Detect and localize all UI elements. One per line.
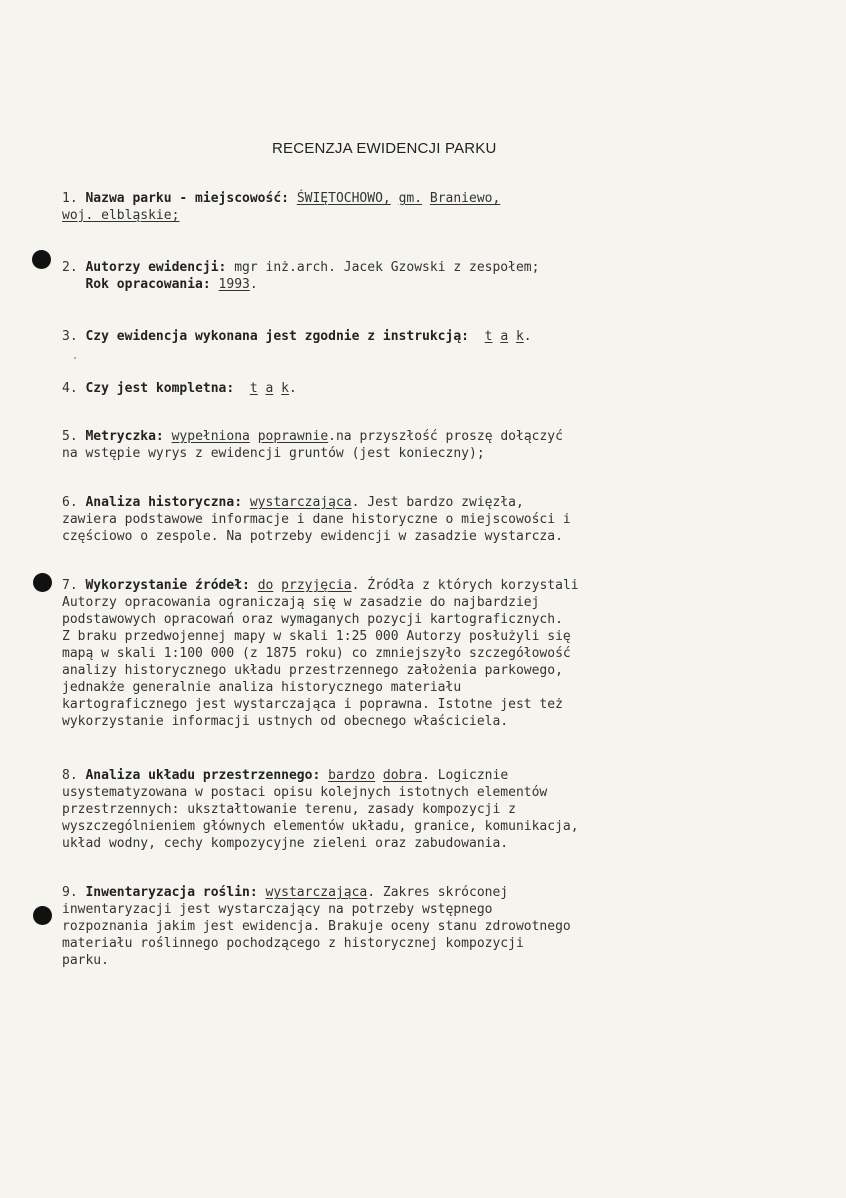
text-line [62,696,579,713]
body-text [508,329,516,344]
text-line [62,628,579,645]
body-text: mgr inż.arch. Jacek Gzowski z zespołem; [226,260,540,275]
text-line [62,428,563,445]
underlined-text: a [265,381,274,396]
body-text: Z braku przedwojennej mapy w skali 1:25 000 Autorzy posłużyli się [62,629,571,644]
body-text: przestrzennych: ukształtowanie terenu, zasady kompozycji z [62,802,516,817]
body-text: 9. [62,885,86,900]
underlined-text: wystarczająca [265,885,368,900]
underlined-text: 1993 [218,277,250,292]
underlined-text: poprawnie [257,429,329,444]
body-text [273,578,281,593]
body-text: podstawowych opracowań oraz wymaganych pozycji kartograficznych. [62,612,563,627]
page-title: RECENZJA EWIDENCJI PARKU [272,140,497,157]
body-text: kartograficznego jest wystarczająca i poprawna. Istotne jest też [62,697,563,712]
body-text: . Źródła z których korzystali [351,578,579,593]
text-line [62,918,571,935]
text-line [62,835,579,852]
body-text [258,381,266,396]
body-text: 2. [62,260,86,275]
label-text: Wykorzystanie źródeł: [85,578,250,593]
text-line [62,276,539,293]
text-line [62,884,571,901]
underlined-text: a [500,329,509,344]
item-1 [62,190,500,224]
body-text: 3. [62,329,86,344]
label-text: Autorzy ewidencji: [85,260,227,275]
underlined-text: do [257,578,274,593]
text-line [62,380,297,397]
body-text: parku. [62,953,109,968]
text-line [62,445,563,462]
body-text [250,578,258,593]
text-line [62,901,571,918]
text-line [62,801,579,818]
text-line [62,679,579,696]
text-line [62,511,571,528]
underlined-text: t [484,329,493,344]
body-text [320,768,328,783]
body-text: analizy historycznego układu przestrzennego założenia parkowego, [62,663,563,678]
body-text: 7. [62,578,86,593]
text-line [62,328,532,345]
binder-hole-2 [33,573,52,592]
body-text: mapą w skali 1:100 000 (z 1875 roku) co zmniejszyło szczegółowość [62,646,571,661]
body-text [250,429,258,444]
underlined-text: k [281,381,289,396]
body-text: . Zakres skróconej [367,885,509,900]
body-text [273,381,281,396]
label-text: Rok opracowania: [85,277,211,292]
label-text: Nazwa parku - miejscowość: [85,191,289,206]
item-2 [62,259,539,293]
text-line [62,494,571,511]
body-text: .na przyszłość proszę dołączyć [328,429,563,444]
item-5 [62,428,563,462]
body-text: częściowo o zespole. Na potrzeby ewidencji w zasadzie wystarcza. [62,529,563,544]
label-text: Analiza historyczna: [85,495,243,510]
underlined-text: przyjęcia [281,578,352,593]
body-text: materiału roślinnego pochodzącego z historycznej kompozycji [62,936,524,951]
item-4 [62,380,297,397]
underlined-text: wypełniona [171,429,250,444]
underlined-text: bardzo [328,768,376,783]
body-text: wykorzystanie informacji ustnych od obecnego właściciela. [62,714,509,729]
body-text [469,329,485,344]
body-text: inwentaryzacji jest wystarczający na potrzeby wstępnego [62,902,493,917]
body-text: na wstępie wyrys z ewidencji gruntów (jest konieczny); [62,446,485,461]
text-line [62,784,579,801]
label-text: Inwentaryzacja roślin: [85,885,258,900]
body-text: usystematyzowana w postaci opisu kolejnych istotnych elementów [62,785,548,800]
item-8 [62,767,579,852]
label-text: Czy jest kompletna: [85,381,235,396]
underlined-text: dobra [382,768,423,783]
underlined-text: ŚWIĘTOCHOWO, [296,191,391,206]
binder-hole-1 [32,250,51,269]
body-text: Autorzy opracowania ograniczają się w zasadzie do najbardziej [62,595,540,610]
body-text [62,277,85,292]
text-line [62,767,579,784]
body-text: . Logicznie [422,768,509,783]
binder-hole-3 [33,906,52,925]
body-text: 8. [62,768,86,783]
underlined-text: gm. [398,191,423,206]
text-line [62,259,539,276]
item-6 [62,494,571,545]
text-line [62,952,571,969]
body-text: 1. [62,191,86,206]
body-text: 5. [62,429,86,444]
label-text: Metryczka: [85,429,164,444]
text-line [62,662,579,679]
body-text: . [523,329,532,344]
body-text [289,191,297,206]
body-text [234,381,250,396]
body-text [258,885,266,900]
body-text [391,191,399,206]
item-7 [62,577,579,730]
body-text: . [289,381,297,396]
body-text [375,768,383,783]
text-line [62,207,500,224]
text-line [62,713,579,730]
text-line [62,611,579,628]
body-text [422,191,430,206]
body-text: wyszczególnieniem głównych elementów układu, granice, komunikacja, [62,819,579,834]
text-line [62,818,579,835]
text-line [62,645,579,662]
underlined-text: t [249,381,258,396]
text-line [62,577,579,594]
text-line [62,528,571,545]
text-line [62,594,579,611]
underlined-text: woj. elbląskie; [62,208,180,223]
underlined-text: Braniewo, [429,191,501,206]
label-text: Czy ewidencja wykonana jest zgodnie z instrukcją: [85,329,469,344]
body-text: jednakże generalnie analiza historycznego materiału [62,680,462,695]
body-text: 4. [62,381,86,396]
item-3 [62,328,532,345]
body-text: . Jest bardzo zwięzła, [351,495,524,510]
body-text: zawiera podstawowe informacje i dane historyczne o miejscowości i [62,512,571,527]
body-text [211,277,219,292]
body-text [242,495,250,510]
underlined-text: wystarczająca [249,495,352,510]
speck [74,357,76,359]
text-line [62,190,500,207]
body-text: . [249,277,258,292]
body-text [164,429,172,444]
text-line [62,935,571,952]
label-text: Analiza układu przestrzennego: [85,768,321,783]
item-9 [62,884,571,969]
body-text: 6. [62,495,86,510]
body-text: rozpoznania jakim jest ewidencja. Brakuje oceny stanu zdrowotnego [62,919,571,934]
underlined-text: k [515,329,524,344]
body-text: układ wodny, cechy kompozycyjne zieleni oraz zabudowania. [62,836,509,851]
